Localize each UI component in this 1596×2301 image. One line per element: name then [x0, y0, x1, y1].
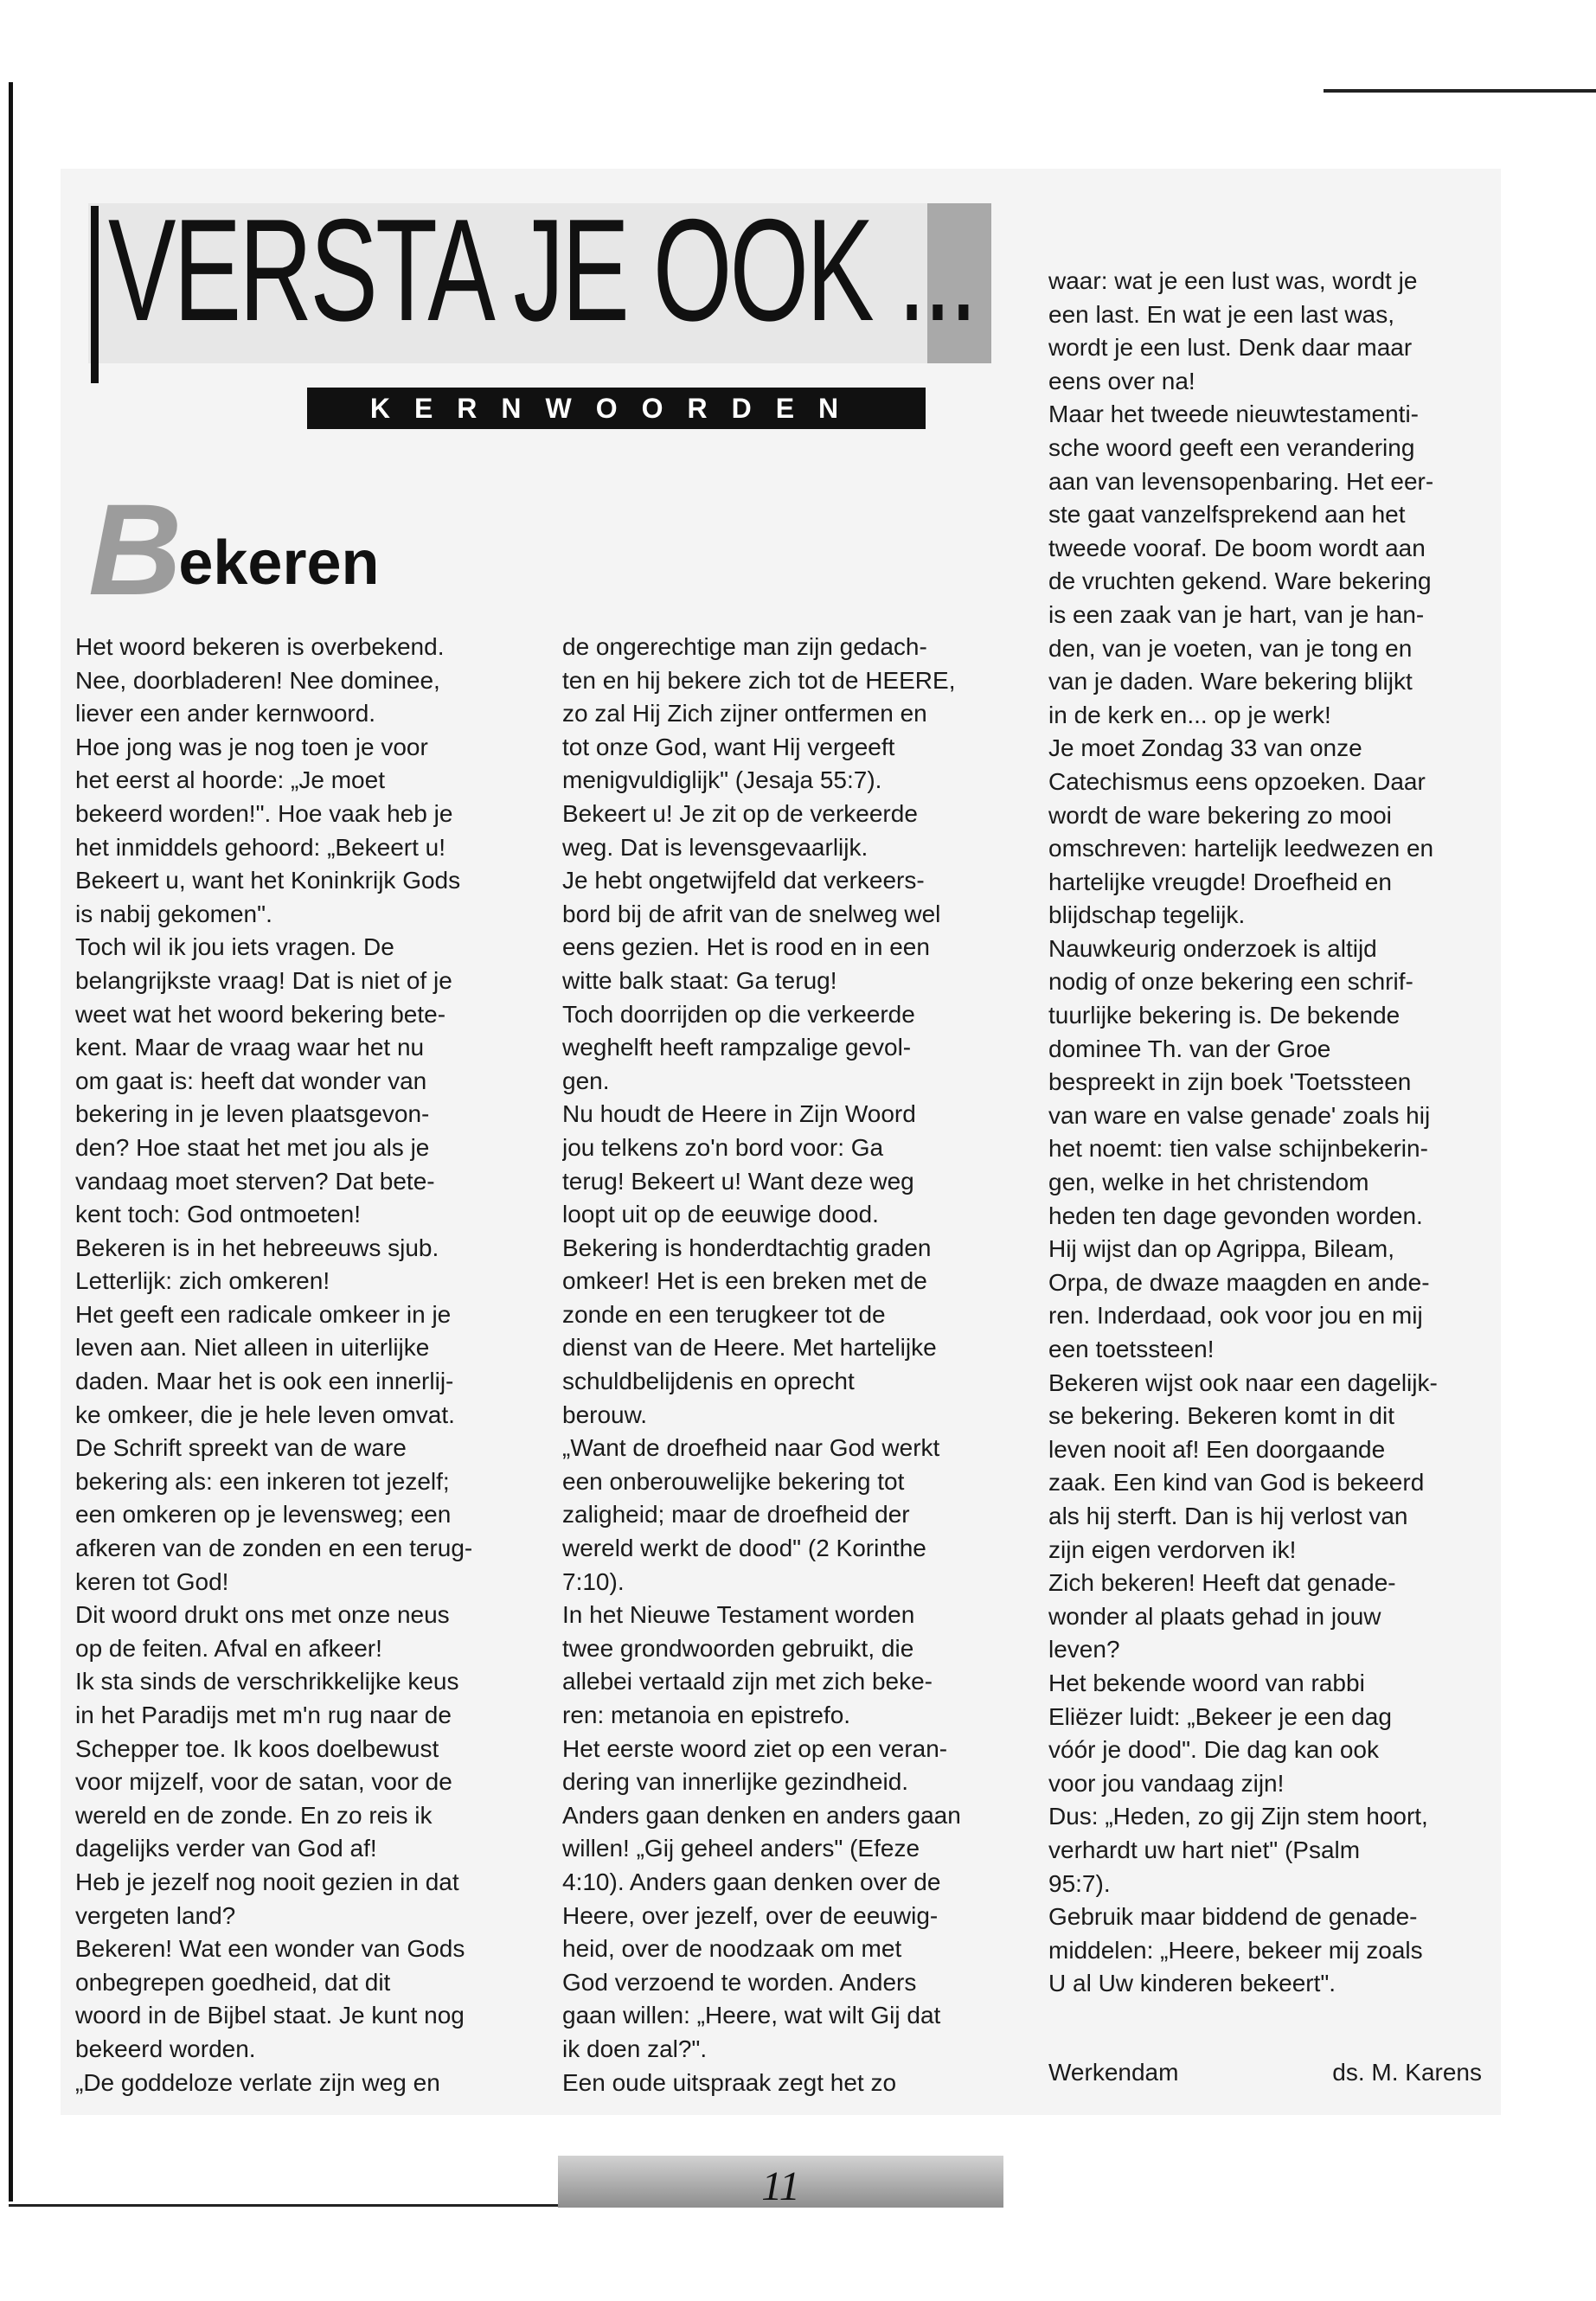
- text-line: ste gaat vanzelfsprekend aan het: [1048, 501, 1406, 529]
- text-line: Bekeren wijst ook naar een dagelijk-: [1048, 1368, 1438, 1396]
- text-line: aan van levensopenbaring. Het eer-: [1048, 467, 1434, 495]
- text-line: „De goddeloze verlate zijn weg en: [75, 2068, 440, 2096]
- text-line: willen! „Gij geheel anders" (Efeze: [562, 1835, 920, 1862]
- text-line: dominee Th. van der Groe: [1048, 1035, 1331, 1062]
- text-line: bekering als: een inkeren tot jezelf;: [75, 1467, 450, 1495]
- text-line: Toch wil ik jou iets vragen. De: [75, 933, 394, 961]
- text-line: den? Hoe staat het met jou als je: [75, 1133, 430, 1161]
- text-line: voor jou vandaag zijn!: [1048, 1769, 1285, 1797]
- text-line: afkeren van de zonden en een terug-: [75, 1535, 473, 1562]
- text-line: bekeerd worden!". Hoe vaak heb je: [75, 799, 453, 827]
- text-line: U al Uw kinderen bekeert".: [1048, 1970, 1336, 1997]
- text-line: in de kerk en... op je werk!: [1048, 701, 1331, 728]
- text-line: tweede vooraf. De boom wordt aan: [1048, 534, 1426, 561]
- text-line: witte balk staat: Ga terug!: [562, 966, 837, 994]
- text-line: gen.: [562, 1067, 610, 1094]
- text-line: allebei vertaald zijn met zich beke-: [562, 1668, 933, 1695]
- text-line: daden. Maar het is ook een innerlij-: [75, 1368, 454, 1395]
- text-line: leven aan. Niet alleen in uiterlijke: [75, 1334, 430, 1362]
- text-line: ren: metanoia en epistrefo.: [562, 1702, 851, 1728]
- text-line: zo zal Hij Zich zijner ontfermen en: [562, 700, 927, 727]
- text-line: weet wat het woord bekering bete-: [75, 1000, 446, 1028]
- bottom-left-rule: [9, 2204, 562, 2207]
- text-line: weghelft heeft rampzalige gevol-: [562, 1034, 912, 1061]
- text-line: De Schrift spreekt van de ware: [75, 1434, 407, 1462]
- text-line: ren. Inderdaad, ook voor jou en mij: [1048, 1302, 1423, 1330]
- text-line: hartelijke vreugde! Droefheid en: [1048, 868, 1392, 895]
- text-line: omschreven: hartelijk leedwezen en: [1048, 835, 1434, 862]
- text-line: zonde en een terugkeer tot de: [562, 1300, 886, 1328]
- text-line: Je moet Zondag 33 van onze: [1048, 734, 1362, 762]
- text-line: een onberouwelijke bekering tot: [562, 1467, 905, 1495]
- text-line: Catechismus eens opzoeken. Daar: [1048, 767, 1426, 795]
- text-line: wordt de ware bekering zo mooi: [1048, 801, 1392, 829]
- text-line: eens over na!: [1048, 367, 1195, 394]
- heading-initial: B: [88, 477, 183, 622]
- text-line: Toch doorrijden op die verkeerde: [562, 1000, 915, 1028]
- text-line: kent toch: God ontmoeten!: [75, 1201, 361, 1228]
- text-column-2: [562, 631, 1012, 2099]
- text-line: Bekeert u! Je zit op de verkeerde: [562, 799, 918, 827]
- text-line: Bekeren is in het hebreeuws sjub.: [75, 1234, 439, 1261]
- text-line: sche woord geeft een verandering: [1048, 433, 1415, 461]
- text-line: bord bij de afrit van de snelweg wel: [562, 900, 941, 927]
- text-line: den, van je voeten, van je tong en: [1048, 634, 1413, 662]
- text-line: Het bekende woord van rabbi: [1048, 1669, 1365, 1696]
- header-accent-bar: [91, 206, 99, 383]
- section-title: VERSTA JE OOK ...: [108, 189, 976, 351]
- text-line: vóór je dood". Die dag kan ook: [1048, 1736, 1379, 1764]
- text-line: als hij sterft. Dan is hij verlost van: [1048, 1502, 1408, 1529]
- text-line: tot onze God, want Hij vergeeft: [562, 733, 895, 760]
- text-line: Bekeren! Wat een wonder van Gods: [75, 1935, 465, 1963]
- banner-label: KERNWOORDEN: [369, 392, 863, 424]
- text-line: Nu houdt de Heere in Zijn Woord: [562, 1100, 916, 1128]
- left-margin-rule: [9, 82, 13, 2202]
- text-line: dering van innerlijke gezindheid.: [562, 1768, 909, 1796]
- text-column-1: [75, 631, 525, 2099]
- text-line: Orpa, de dwaze maagden en ande-: [1048, 1268, 1430, 1296]
- text-line: Dit woord drukt ons met onze neus: [75, 1601, 450, 1629]
- text-line: belangrijkste vraag! Dat is niet of je: [75, 966, 452, 994]
- text-line: blijdschap tegelijk.: [1048, 901, 1246, 929]
- text-line: in het Paradijs met m'n rug naar de: [75, 1702, 452, 1728]
- text-line: eens gezien. Het is rood en in een: [562, 933, 930, 961]
- text-line: wereld werkt de dood" (2 Korinthe: [562, 1535, 926, 1562]
- text-line: Hoe jong was je nog toen je voor: [75, 733, 428, 760]
- text-line: Nauwkeurig onderzoek is altijd: [1048, 934, 1377, 962]
- text-line: vandaag moet sterven? Dat bete-: [75, 1167, 435, 1195]
- text-line: liever een ander kernwoord.: [75, 700, 376, 727]
- text-line: Letterlijk: zich omkeren!: [75, 1267, 330, 1295]
- text-line: heid, over de noodzaak om met: [562, 1935, 902, 1963]
- text-line: Een oude uitspraak zegt het zo: [562, 2068, 897, 2096]
- text-line: zaligheid; maar de droefheid der: [562, 1501, 910, 1529]
- text-line: se bekering. Bekeren komt in dit: [1048, 1402, 1394, 1430]
- text-line: Ik sta sinds de verschrikkelijke keus: [75, 1668, 459, 1695]
- text-line: dagelijks verder van God af!: [75, 1835, 377, 1862]
- text-line: Schepper toe. Ik koos doelbewust: [75, 1734, 439, 1762]
- text-line: wereld en de zonde. En zo reis ik: [75, 1801, 433, 1829]
- text-line: gen, welke in het christendom: [1048, 1169, 1369, 1196]
- text-line: Het eerste woord ziet op een veran-: [562, 1734, 948, 1762]
- text-line: leven nooit af! Een doorgaande: [1048, 1435, 1386, 1463]
- text-line: een omkeren op je levensweg; een: [75, 1501, 452, 1529]
- text-line: kent. Maar de vraag waar het nu: [75, 1034, 425, 1061]
- signature-place: Werkendam: [1048, 2059, 1179, 2086]
- text-line: Zich bekeren! Heeft dat genade-: [1048, 1569, 1396, 1597]
- text-line: 7:10).: [562, 1567, 625, 1595]
- text-line: Nee, doorbladeren! Nee dominee,: [75, 666, 440, 694]
- text-line: zijn eigen verdorven ik!: [1048, 1535, 1297, 1563]
- top-right-rule: [1324, 89, 1596, 93]
- text-line: tuurlijke bekering is. De bekende: [1048, 1002, 1401, 1029]
- text-line: een toetssteen!: [1048, 1336, 1215, 1362]
- text-line: is een zaak van je hart, van je han-: [1048, 600, 1425, 628]
- text-line: het inmiddels gehoord: „Bekeert u!: [75, 833, 446, 861]
- text-line: Anders gaan denken en anders gaan: [562, 1801, 961, 1829]
- text-line: Je hebt ongetwijfeld dat verkeers-: [562, 867, 925, 894]
- text-line: vergeten land?: [75, 1901, 236, 1929]
- text-line: 95:7).: [1048, 1869, 1111, 1897]
- text-line: Eliëzer luidt: „Bekeer je een dag: [1048, 1702, 1392, 1730]
- text-line: keren tot God!: [75, 1567, 229, 1595]
- text-line: verhardt uw hart niet" (Psalm: [1048, 1836, 1361, 1863]
- text-line: terug! Bekeert u! Want deze weg: [562, 1167, 914, 1195]
- text-line: schuldbelijdenis en oprecht: [562, 1368, 855, 1395]
- text-line: voor mijzelf, voor de satan, voor de: [75, 1768, 452, 1796]
- text-line: ke omkeer, die je hele leven omvat.: [75, 1400, 455, 1428]
- page-number: 11: [761, 2163, 800, 2209]
- text-line: van je daden. Ware bekering blijkt: [1048, 668, 1413, 695]
- text-line: het noemt: tien valse schijnbekerin-: [1048, 1135, 1428, 1163]
- text-line: van ware en valse genade' zoals hij: [1048, 1101, 1431, 1129]
- text-line: Het geeft een radicale omkeer in je: [75, 1300, 452, 1328]
- signature-author: ds. M. Karens: [1332, 2059, 1482, 2086]
- text-line: zaak. Een kind van God is bekeerd: [1048, 1469, 1425, 1497]
- text-column-3: [1048, 265, 1498, 2001]
- text-line: wonder al plaats gehad in jouw: [1048, 1602, 1381, 1630]
- text-line: gaan willen: „Heere, wat wilt Gij dat: [562, 2002, 941, 2029]
- text-line: op de feiten. Afval en afkeer!: [75, 1634, 382, 1662]
- text-line: heden ten dage gevonden worden.: [1048, 1202, 1423, 1229]
- text-line: 4:10). Anders gaan denken over de: [562, 1868, 941, 1895]
- text-line: is nabij gekomen".: [75, 900, 272, 927]
- text-line: loopt uit op de eeuwige dood.: [562, 1201, 879, 1228]
- text-line: om gaat is: heeft dat wonder van: [75, 1067, 427, 1094]
- text-line: de vruchten gekend. Ware bekering: [1048, 567, 1432, 595]
- text-line: wordt je een lust. Denk daar maar: [1048, 334, 1413, 362]
- text-line: waar: wat je een lust was, wordt je: [1048, 267, 1418, 294]
- text-line: berouw.: [562, 1400, 648, 1428]
- text-line: middelen: „Heere, bekeer mij zoals: [1048, 1936, 1423, 1964]
- text-line: omkeer! Het is een breken met de: [562, 1267, 927, 1295]
- text-line: God verzoend te worden. Anders: [562, 1968, 917, 1996]
- text-line: Heere, over jezelf, over de eeuwig-: [562, 1901, 939, 1929]
- text-line: Bekering is honderdtachtig graden: [562, 1234, 932, 1261]
- text-line: Dus: „Heden, zo gij Zijn stem hoort,: [1048, 1803, 1428, 1830]
- text-line: „Want de droefheid naar God werkt: [562, 1434, 940, 1462]
- text-line: de ongerechtige man zijn gedach-: [562, 633, 927, 660]
- text-line: twee grondwoorden gebruikt, die: [562, 1634, 914, 1662]
- text-line: woord in de Bijbel staat. Je kunt nog: [75, 2002, 465, 2029]
- text-line: Het woord bekeren is overbekend.: [75, 633, 445, 660]
- text-line: het eerst al hoorde: „Je moet: [75, 766, 385, 794]
- text-line: bekering in je leven plaatsgevon-: [75, 1100, 430, 1128]
- text-line: Hij wijst dan op Agrippa, Bileam,: [1048, 1235, 1394, 1263]
- text-line: weg. Dat is levensgevaarlijk.: [562, 833, 869, 861]
- text-line: Maar het tweede nieuwtestamenti-: [1048, 401, 1419, 428]
- kernwoorden-banner: [307, 388, 926, 429]
- text-line: onbegrepen goedheid, dat dit: [75, 1968, 391, 1996]
- text-line: In het Nieuwe Testament worden: [562, 1601, 915, 1629]
- text-line: Bekeert u, want het Koninkrijk Gods: [75, 867, 461, 894]
- text-line: leven?: [1048, 1636, 1120, 1663]
- text-line: bespreekt in zijn boek 'Toetssteen: [1048, 1068, 1412, 1096]
- heading-rest: ekeren: [178, 529, 380, 598]
- text-line: bekeerd worden.: [75, 2035, 256, 2062]
- text-line: Gebruik maar biddend de genade-: [1048, 1903, 1418, 1931]
- text-line: nodig of onze bekering een schrif-: [1048, 968, 1413, 996]
- text-line: menigvuldiglijk" (Jesaja 55:7).: [562, 766, 882, 794]
- text-line: Heb je jezelf nog nooit gezien in dat: [75, 1868, 459, 1895]
- text-line: dienst van de Heere. Met hartelijke: [562, 1334, 937, 1362]
- text-line: jou telkens zo'n bord voor: Ga: [562, 1133, 884, 1161]
- text-line: ik doen zal?".: [562, 2035, 708, 2062]
- article-heading: [88, 477, 380, 622]
- text-line: ten en hij bekere zich tot de HEERE,: [562, 666, 956, 694]
- text-line: een last. En wat je een last was,: [1048, 300, 1394, 328]
